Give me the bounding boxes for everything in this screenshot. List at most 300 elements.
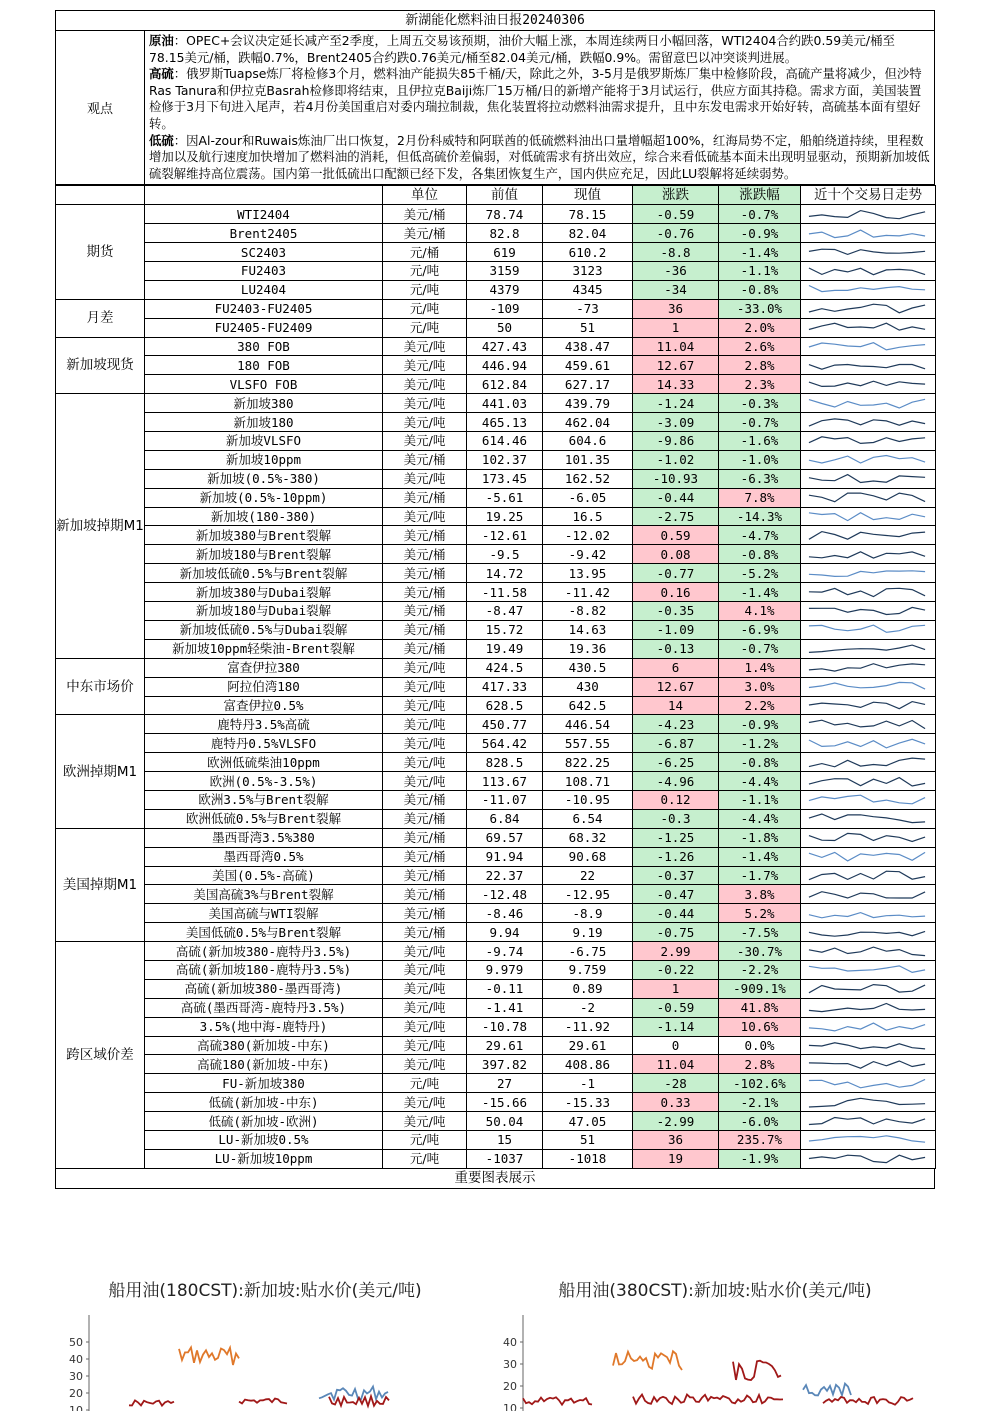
viewpoint-paragraph-crude bbox=[149, 33, 930, 66]
row-name: 新加坡10ppm轻柴油-Brent裂解 bbox=[145, 639, 383, 658]
chart-180cst-plot bbox=[55, 1301, 475, 1411]
trend-sparkline bbox=[801, 734, 936, 753]
row-unit: 美元/吨 bbox=[383, 942, 467, 961]
sparkline-svg bbox=[801, 376, 935, 393]
table-row bbox=[56, 526, 936, 545]
header-change: 涨跌 bbox=[633, 186, 719, 205]
chart-380cst-plot bbox=[495, 1301, 935, 1411]
row-change: -0.13 bbox=[633, 639, 719, 658]
row-name: 新加坡低硫0.5%与Dubai裂解 bbox=[145, 620, 383, 639]
row-cur: -15.33 bbox=[543, 1093, 633, 1112]
row-change-pct: -4.7% bbox=[719, 526, 801, 545]
row-name: 阿拉伯湾180 bbox=[145, 677, 383, 696]
table-row bbox=[56, 904, 936, 923]
row-prev: 450.77 bbox=[467, 715, 543, 734]
row-name: 新加坡380与Brent裂解 bbox=[145, 526, 383, 545]
row-change: -0.59 bbox=[633, 998, 719, 1017]
row-cur: 822.25 bbox=[543, 753, 633, 772]
table-row bbox=[56, 1017, 936, 1036]
trend-sparkline bbox=[801, 375, 936, 394]
row-cur: 90.68 bbox=[543, 847, 633, 866]
row-change-pct: 235.7% bbox=[719, 1130, 801, 1149]
row-unit: 美元/桶 bbox=[383, 809, 467, 828]
row-change: -0.37 bbox=[633, 866, 719, 885]
row-change-pct: 4.1% bbox=[719, 602, 801, 621]
row-prev: 91.94 bbox=[467, 847, 543, 866]
row-change: -0.22 bbox=[633, 960, 719, 979]
row-name: 高硫(新加坡380-墨西哥湾) bbox=[145, 979, 383, 998]
trend-sparkline bbox=[801, 526, 936, 545]
group-label: 欧洲掉期M1 bbox=[56, 715, 145, 828]
row-cur: 604.6 bbox=[543, 432, 633, 451]
row-unit: 美元/吨 bbox=[383, 734, 467, 753]
row-cur: 439.79 bbox=[543, 394, 633, 413]
row-change: 0.59 bbox=[633, 526, 719, 545]
sparkline-svg bbox=[801, 678, 935, 695]
table-row bbox=[56, 1112, 936, 1131]
row-change-pct: -1.4% bbox=[719, 847, 801, 866]
row-change-pct: -0.3% bbox=[719, 394, 801, 413]
row-name: 高硫180(新加坡-中东) bbox=[145, 1055, 383, 1074]
row-change-pct: -1.8% bbox=[719, 828, 801, 847]
table-row bbox=[56, 620, 936, 639]
row-unit: 美元/吨 bbox=[383, 772, 467, 791]
row-cur: 430 bbox=[543, 677, 633, 696]
row-unit: 美元/吨 bbox=[383, 1093, 467, 1112]
table-row bbox=[56, 564, 936, 583]
table-row bbox=[56, 828, 936, 847]
row-cur: 459.61 bbox=[543, 356, 633, 375]
row-name: Brent2405 bbox=[145, 224, 383, 243]
row-change-pct: 2.6% bbox=[719, 337, 801, 356]
table-row bbox=[56, 979, 936, 998]
trend-sparkline bbox=[801, 998, 936, 1017]
row-change-pct: -1.4% bbox=[719, 243, 801, 262]
viewpoint-paragraph-hsfo bbox=[149, 66, 930, 132]
row-name: 鹿特丹0.5%VLSFO bbox=[145, 734, 383, 753]
row-prev: 113.67 bbox=[467, 772, 543, 791]
table-row bbox=[56, 866, 936, 885]
row-prev: -10.78 bbox=[467, 1017, 543, 1036]
row-unit: 元/桶 bbox=[383, 243, 467, 262]
row-change-pct: -1.1% bbox=[719, 262, 801, 281]
row-change-pct: -1.1% bbox=[719, 790, 801, 809]
table-row bbox=[56, 432, 936, 451]
row-prev: 446.94 bbox=[467, 356, 543, 375]
sparkline-svg bbox=[801, 489, 935, 506]
chart-180cst bbox=[55, 1268, 475, 1414]
trend-sparkline bbox=[801, 602, 936, 621]
row-name: 新加坡(0.5%-10ppm) bbox=[145, 488, 383, 507]
row-cur: -12.02 bbox=[543, 526, 633, 545]
row-change-pct: -0.8% bbox=[719, 545, 801, 564]
header-prev: 前值 bbox=[467, 186, 543, 205]
row-change: 12.67 bbox=[633, 356, 719, 375]
row-change: 19 bbox=[633, 1149, 719, 1168]
row-prev: 22.37 bbox=[467, 866, 543, 885]
table-row bbox=[56, 299, 936, 318]
row-change-pct: 2.8% bbox=[719, 1055, 801, 1074]
trend-sparkline bbox=[801, 280, 936, 299]
row-change-pct: 41.8% bbox=[719, 998, 801, 1017]
row-prev: 19.25 bbox=[467, 507, 543, 526]
table-row bbox=[56, 998, 936, 1017]
row-prev: 82.8 bbox=[467, 224, 543, 243]
row-change: -34 bbox=[633, 280, 719, 299]
table-row bbox=[56, 394, 936, 413]
group-label: 美国掉期M1 bbox=[56, 828, 145, 941]
row-unit: 美元/吨 bbox=[383, 1036, 467, 1055]
charts-area bbox=[55, 1268, 935, 1411]
row-change: -3.09 bbox=[633, 413, 719, 432]
row-cur: 642.5 bbox=[543, 696, 633, 715]
row-unit: 美元/桶 bbox=[383, 205, 467, 224]
row-unit: 美元/桶 bbox=[383, 602, 467, 621]
header-change-pct: 涨跌幅 bbox=[719, 186, 801, 205]
sparkline-svg bbox=[801, 1075, 935, 1092]
table-row bbox=[56, 942, 936, 961]
trend-sparkline bbox=[801, 1093, 936, 1112]
row-change-pct: 0.0% bbox=[719, 1036, 801, 1055]
row-name: FU-新加坡380 bbox=[145, 1074, 383, 1093]
sparkline-svg bbox=[801, 1150, 935, 1167]
row-change-pct: 2.3% bbox=[719, 375, 801, 394]
row-change-pct: -0.9% bbox=[719, 715, 801, 734]
sparkline-svg bbox=[801, 697, 935, 714]
y-tick-label: 20 bbox=[69, 1387, 83, 1400]
row-cur: -1018 bbox=[543, 1149, 633, 1168]
row-prev: -9.5 bbox=[467, 545, 543, 564]
trend-sparkline bbox=[801, 1149, 936, 1168]
row-prev: 397.82 bbox=[467, 1055, 543, 1074]
sparkline-svg bbox=[801, 470, 935, 487]
row-change-pct: -4.4% bbox=[719, 772, 801, 791]
table-row bbox=[56, 772, 936, 791]
row-unit: 美元/桶 bbox=[383, 450, 467, 469]
row-name: FU2403 bbox=[145, 262, 383, 281]
sparkline-svg bbox=[801, 281, 935, 298]
trend-sparkline bbox=[801, 262, 936, 281]
trend-sparkline bbox=[801, 885, 936, 904]
sparkline-svg bbox=[801, 1056, 935, 1073]
table-row bbox=[56, 1149, 936, 1168]
table-row bbox=[56, 715, 936, 734]
trend-sparkline bbox=[801, 1074, 936, 1093]
trend-sparkline bbox=[801, 564, 936, 583]
table-row bbox=[56, 790, 936, 809]
viewpoint-head-hsfo: 高硫 bbox=[149, 66, 174, 82]
trend-sparkline bbox=[801, 1036, 936, 1055]
row-change-pct: -0.8% bbox=[719, 753, 801, 772]
row-prev: 3159 bbox=[467, 262, 543, 281]
trend-sparkline bbox=[801, 413, 936, 432]
row-name: VLSFO FOB bbox=[145, 375, 383, 394]
row-change: -0.59 bbox=[633, 205, 719, 224]
table-row bbox=[56, 696, 936, 715]
sparkline-svg bbox=[801, 924, 935, 941]
chart-series-line bbox=[129, 1400, 174, 1405]
table-body bbox=[56, 205, 936, 1168]
row-cur: 16.5 bbox=[543, 507, 633, 526]
row-name: LU2404 bbox=[145, 280, 383, 299]
row-change: -0.76 bbox=[633, 224, 719, 243]
y-tick-label: 20 bbox=[503, 1380, 517, 1393]
row-cur: -10.95 bbox=[543, 790, 633, 809]
row-unit: 美元/桶 bbox=[383, 620, 467, 639]
trend-sparkline bbox=[801, 469, 936, 488]
row-change-pct: -33.0% bbox=[719, 299, 801, 318]
trend-sparkline bbox=[801, 866, 936, 885]
table-row bbox=[56, 639, 936, 658]
row-name: SC2403 bbox=[145, 243, 383, 262]
table-row bbox=[56, 205, 936, 224]
sparkline-svg bbox=[801, 244, 935, 261]
row-cur: -2 bbox=[543, 998, 633, 1017]
trend-sparkline bbox=[801, 432, 936, 451]
row-unit: 美元/吨 bbox=[383, 337, 467, 356]
table-row bbox=[56, 450, 936, 469]
trend-sparkline bbox=[801, 356, 936, 375]
trend-sparkline bbox=[801, 337, 936, 356]
row-change-pct: -30.7% bbox=[719, 942, 801, 961]
row-prev: -0.11 bbox=[467, 979, 543, 998]
trend-sparkline bbox=[801, 394, 936, 413]
row-unit: 美元/桶 bbox=[383, 885, 467, 904]
row-change-pct: -0.9% bbox=[719, 224, 801, 243]
viewpoint-body-lsfo: ：因Al-zour和Ruwais炼油厂出口恢复，2月份科威特和阿联酋的低硫燃料油出口量增幅超100%，红海局势不定，船舶绕道持续，里程数增加以及航行速度加快增加了燃料油的消耗，但低高硫价差偏弱，对低硫需求有挤出效应，综合来看低硫基本面未出现明显驱动，预期新加坡低硫裂解维持高位震荡。国内第一批低硫出口配额已经下发，各集团恢复生产，国内供应充足，因此LU裂解将延续弱势。 bbox=[149, 132, 930, 181]
sparkline-svg bbox=[801, 867, 935, 884]
trend-sparkline bbox=[801, 677, 936, 696]
table-row bbox=[56, 602, 936, 621]
row-unit: 美元/吨 bbox=[383, 432, 467, 451]
row-change: -1.09 bbox=[633, 620, 719, 639]
viewpoint-text bbox=[145, 31, 934, 184]
row-name: 380 FOB bbox=[145, 337, 383, 356]
row-cur: 51 bbox=[543, 1130, 633, 1149]
row-change-pct: 7.8% bbox=[719, 488, 801, 507]
chart-series-line bbox=[613, 1351, 682, 1370]
row-prev: 9.94 bbox=[467, 923, 543, 942]
trend-sparkline bbox=[801, 1017, 936, 1036]
viewpoint-body-crude: ：OPEC+会议决定延长减产至2季度，上周五交易该预期，油价大幅上涨，本周连续两日小幅回落，WTI2404合约跌0.59美元/桶至78.15美元/桶，跌幅0.7%，Brent2405合约跌0.76美元/桶至82.04美元/桶，跌幅0.9%。需留意巴以冲突谈判进展。 bbox=[149, 33, 895, 65]
row-unit: 美元/桶 bbox=[383, 866, 467, 885]
trend-sparkline bbox=[801, 1112, 936, 1131]
row-name: 新加坡VLSFO bbox=[145, 432, 383, 451]
row-prev: 19.49 bbox=[467, 639, 543, 658]
row-change-pct: 10.6% bbox=[719, 1017, 801, 1036]
row-change-pct: -909.1% bbox=[719, 979, 801, 998]
row-unit: 美元/桶 bbox=[383, 545, 467, 564]
row-prev: 27 bbox=[467, 1074, 543, 1093]
trend-sparkline bbox=[801, 639, 936, 658]
row-prev: 9.979 bbox=[467, 960, 543, 979]
row-change-pct: -2.2% bbox=[719, 960, 801, 979]
row-change: 14 bbox=[633, 696, 719, 715]
row-change: -9.86 bbox=[633, 432, 719, 451]
charts-section-title: 重要图表展示 bbox=[55, 1169, 935, 1189]
row-cur: -11.42 bbox=[543, 583, 633, 602]
row-unit: 美元/吨 bbox=[383, 715, 467, 734]
trend-sparkline bbox=[801, 979, 936, 998]
chart-380cst-title: 船用油(380CST):新加坡:贴水价(美元/吨) bbox=[558, 1281, 872, 1301]
table-row bbox=[56, 469, 936, 488]
row-prev: 50 bbox=[467, 318, 543, 337]
trend-sparkline bbox=[801, 450, 936, 469]
row-name: 富查伊拉0.5% bbox=[145, 696, 383, 715]
row-cur: 9.19 bbox=[543, 923, 633, 942]
table-row bbox=[56, 1130, 936, 1149]
sparkline-svg bbox=[801, 886, 935, 903]
sparkline-svg bbox=[801, 961, 935, 978]
chart-series-line bbox=[329, 1396, 389, 1406]
row-unit: 美元/吨 bbox=[383, 960, 467, 979]
sparkline-svg bbox=[801, 225, 935, 242]
row-change: 0.08 bbox=[633, 545, 719, 564]
row-cur: -8.82 bbox=[543, 602, 633, 621]
trend-sparkline bbox=[801, 318, 936, 337]
row-cur: -6.75 bbox=[543, 942, 633, 961]
row-name: 3.5%(地中海-鹿特丹) bbox=[145, 1017, 383, 1036]
y-tick-label: 10 bbox=[69, 1404, 83, 1411]
sparkline-svg bbox=[801, 848, 935, 865]
row-change: -10.93 bbox=[633, 469, 719, 488]
table-row bbox=[56, 847, 936, 866]
row-change: -4.96 bbox=[633, 772, 719, 791]
row-prev: 564.42 bbox=[467, 734, 543, 753]
row-change-pct: -0.7% bbox=[719, 205, 801, 224]
sparkline-svg bbox=[801, 659, 935, 676]
row-prev: -1037 bbox=[467, 1149, 543, 1168]
row-cur: 13.95 bbox=[543, 564, 633, 583]
table-row bbox=[56, 280, 936, 299]
row-prev: 4379 bbox=[467, 280, 543, 299]
row-cur: 22 bbox=[543, 866, 633, 885]
row-change-pct: -6.9% bbox=[719, 620, 801, 639]
group-label: 中东市场价 bbox=[56, 658, 145, 715]
row-name: 新加坡380 bbox=[145, 394, 383, 413]
report-sheet bbox=[55, 10, 935, 1189]
trend-sparkline bbox=[801, 658, 936, 677]
row-cur: 19.36 bbox=[543, 639, 633, 658]
row-change: 11.04 bbox=[633, 337, 719, 356]
header-cur: 现值 bbox=[543, 186, 633, 205]
row-unit: 美元/吨 bbox=[383, 1112, 467, 1131]
y-tick-label: 50 bbox=[69, 1336, 83, 1349]
trend-sparkline bbox=[801, 488, 936, 507]
row-change-pct: 3.0% bbox=[719, 677, 801, 696]
row-change: 0 bbox=[633, 1036, 719, 1055]
viewpoint-body-hsfo: ：俄罗斯Tuapse炼厂将检修3个月，燃料油产能损失85千桶/天，除此之外，3-5月是俄罗斯炼厂集中检修阶段，高硫产量将减少，但沙特Ras Tanura和伊拉克Basrah检修即将结束，且伊拉克Baiji炼厂15万桶/日的新增产能将于3月试运行，供应方面其持稳。需求方面，美国装置检修于3月下旬进入尾声，若4月份美国重启对委内瑞拉制裁，焦化装置将拉动燃料油需求提升，且中东发电需求开始好转，高硫基本面有望好转。 bbox=[149, 66, 922, 131]
table-row bbox=[56, 243, 936, 262]
row-change: 12.67 bbox=[633, 677, 719, 696]
row-prev: 619 bbox=[467, 243, 543, 262]
table-row bbox=[56, 809, 936, 828]
row-name: 鹿特丹3.5%高硫 bbox=[145, 715, 383, 734]
row-unit: 元/吨 bbox=[383, 318, 467, 337]
trend-sparkline bbox=[801, 715, 936, 734]
row-cur: 9.759 bbox=[543, 960, 633, 979]
row-cur: 0.89 bbox=[543, 979, 633, 998]
row-prev: 828.5 bbox=[467, 753, 543, 772]
row-prev: -11.58 bbox=[467, 583, 543, 602]
trend-sparkline bbox=[801, 583, 936, 602]
row-change-pct: -1.4% bbox=[719, 583, 801, 602]
row-change-pct: -6.0% bbox=[719, 1112, 801, 1131]
sparkline-svg bbox=[801, 527, 935, 544]
row-cur: 4345 bbox=[543, 280, 633, 299]
table-row bbox=[56, 734, 936, 753]
row-cur: 557.55 bbox=[543, 734, 633, 753]
row-name: 新加坡180 bbox=[145, 413, 383, 432]
row-unit: 美元/吨 bbox=[383, 469, 467, 488]
chart-series-line bbox=[179, 1348, 239, 1366]
row-change: 0.12 bbox=[633, 790, 719, 809]
row-change: -1.14 bbox=[633, 1017, 719, 1036]
row-unit: 美元/吨 bbox=[383, 1017, 467, 1036]
row-unit: 美元/桶 bbox=[383, 583, 467, 602]
row-prev: -1.41 bbox=[467, 998, 543, 1017]
trend-sparkline bbox=[801, 942, 936, 961]
row-name: 新加坡(180-380) bbox=[145, 507, 383, 526]
row-prev: 29.61 bbox=[467, 1036, 543, 1055]
row-change-pct: -0.8% bbox=[719, 280, 801, 299]
row-unit: 美元/吨 bbox=[383, 677, 467, 696]
row-change: -0.44 bbox=[633, 488, 719, 507]
table-row bbox=[56, 224, 936, 243]
row-unit: 美元/吨 bbox=[383, 413, 467, 432]
row-prev: 6.84 bbox=[467, 809, 543, 828]
row-cur: 108.71 bbox=[543, 772, 633, 791]
row-prev: 15 bbox=[467, 1130, 543, 1149]
row-prev: 427.43 bbox=[467, 337, 543, 356]
row-name: 欧洲(0.5%-3.5%) bbox=[145, 772, 383, 791]
row-prev: -8.46 bbox=[467, 904, 543, 923]
chart-180cst-title: 船用油(180CST):新加坡:贴水价(美元/吨) bbox=[108, 1281, 422, 1301]
row-name: LU-新加坡0.5% bbox=[145, 1130, 383, 1149]
row-name: 180 FOB bbox=[145, 356, 383, 375]
row-prev: 15.72 bbox=[467, 620, 543, 639]
row-prev: 614.46 bbox=[467, 432, 543, 451]
row-cur: 446.54 bbox=[543, 715, 633, 734]
row-unit: 美元/吨 bbox=[383, 394, 467, 413]
row-prev: 69.57 bbox=[467, 828, 543, 847]
row-cur: 408.86 bbox=[543, 1055, 633, 1074]
row-change: 11.04 bbox=[633, 1055, 719, 1074]
row-unit: 美元/桶 bbox=[383, 847, 467, 866]
row-cur: 430.5 bbox=[543, 658, 633, 677]
row-prev: -12.48 bbox=[467, 885, 543, 904]
row-change: -36 bbox=[633, 262, 719, 281]
trend-sparkline bbox=[801, 923, 936, 942]
row-prev: 441.03 bbox=[467, 394, 543, 413]
row-change: -6.87 bbox=[633, 734, 719, 753]
header-item bbox=[145, 186, 383, 205]
row-change-pct: -6.3% bbox=[719, 469, 801, 488]
row-name: 新加坡180与Brent裂解 bbox=[145, 545, 383, 564]
sparkline-svg bbox=[801, 357, 935, 374]
row-cur: 82.04 bbox=[543, 224, 633, 243]
row-name: 墨西哥湾0.5% bbox=[145, 847, 383, 866]
row-unit: 元/吨 bbox=[383, 1130, 467, 1149]
table-row bbox=[56, 583, 936, 602]
row-unit: 美元/桶 bbox=[383, 564, 467, 583]
sparkline-svg bbox=[801, 1018, 935, 1035]
row-cur: 47.05 bbox=[543, 1112, 633, 1131]
sparkline-svg bbox=[801, 300, 935, 317]
row-cur: 438.47 bbox=[543, 337, 633, 356]
chart-series-line bbox=[523, 1397, 592, 1404]
row-name: 高硫(新加坡180-鹿特丹3.5%) bbox=[145, 960, 383, 979]
